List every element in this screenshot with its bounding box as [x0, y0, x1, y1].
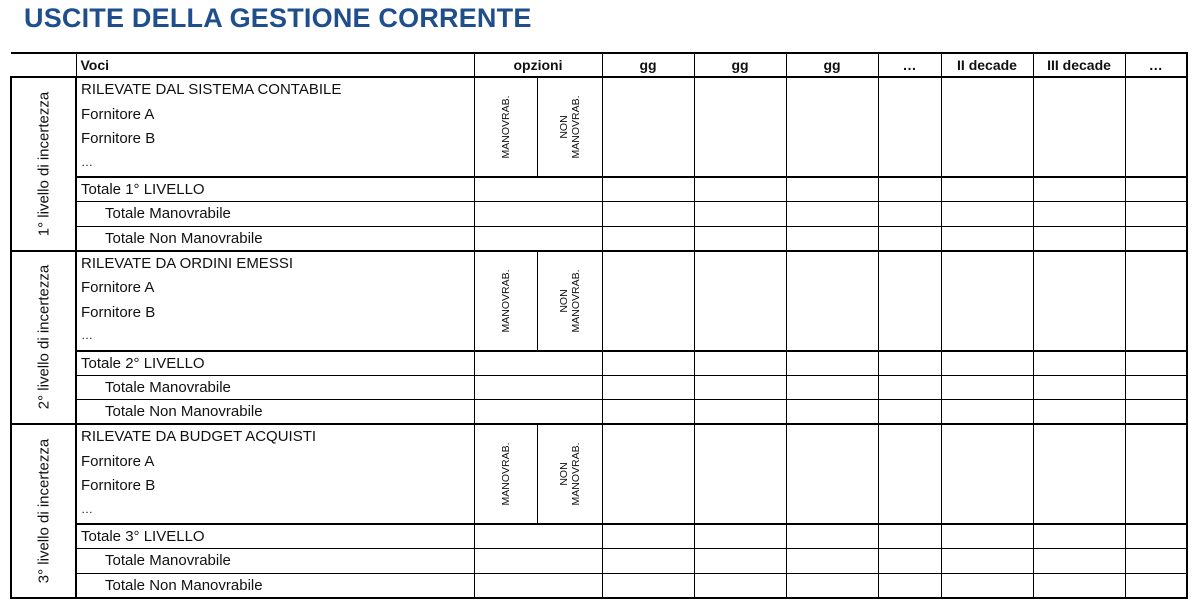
header-col-ellipsis-2: …: [1125, 53, 1187, 77]
option-non-manovrab-text: NON MANOVRAB.: [557, 95, 582, 159]
empty-cell: [474, 549, 602, 574]
empty-cell: [941, 375, 1033, 400]
list-item: …: [81, 328, 93, 342]
empty-cell: [878, 524, 941, 549]
empty-cell: [474, 226, 602, 251]
option-non-manovrab: [537, 424, 602, 524]
level-1-main-row: [11, 77, 1187, 177]
level-1-label: [11, 77, 76, 251]
option-manovrab-text: MANOVRAB.: [499, 95, 512, 159]
level-3-main-row: [11, 424, 1187, 524]
header-col-gg-3: gg: [786, 53, 878, 77]
empty-cell: [1033, 226, 1125, 251]
empty-cell: [878, 251, 941, 351]
list-item: Fornitore A: [81, 452, 155, 470]
list-item: …: [81, 501, 93, 516]
level-3-manovrabile-row: [11, 549, 1187, 574]
empty-cell: [602, 375, 694, 400]
empty-cell: [602, 351, 694, 376]
empty-cell: [602, 400, 694, 425]
empty-cell: [941, 177, 1033, 202]
empty-cell: [1033, 177, 1125, 202]
empty-cell: [786, 549, 878, 574]
empty-cell: [1125, 202, 1187, 227]
empty-cell: [878, 202, 941, 227]
level-3-label: [11, 424, 76, 598]
empty-cell: [941, 524, 1033, 549]
option-manovrab: [474, 424, 537, 524]
empty-cell: [694, 177, 786, 202]
empty-cell: [694, 226, 786, 251]
empty-cell: [694, 573, 786, 598]
empty-cell: [602, 202, 694, 227]
empty-cell: [941, 351, 1033, 376]
empty-cell: [786, 524, 878, 549]
level-3-total-row-label: Totale 3° LIVELLO: [76, 524, 474, 549]
list-item: Fornitore B: [81, 130, 156, 147]
header-col-gg-1: gg: [602, 53, 694, 77]
empty-cell: [694, 549, 786, 574]
empty-cell: [878, 424, 941, 524]
list-item: Fornitore B: [81, 303, 156, 321]
empty-cell: [1125, 549, 1187, 574]
empty-cell: [786, 573, 878, 598]
empty-cell: [1033, 375, 1125, 400]
list-item: Fornitore A: [81, 279, 155, 296]
empty-cell: [694, 424, 786, 524]
option-manovrab: [474, 77, 537, 177]
empty-cell: [1125, 77, 1187, 177]
empty-cell: [474, 400, 602, 425]
empty-cell: [786, 351, 878, 376]
level-2-manovrabile-row-label: Totale Manovrabile: [76, 375, 474, 400]
empty-cell: [1033, 202, 1125, 227]
empty-cell: [786, 202, 878, 227]
empty-cell: [474, 351, 602, 376]
empty-cell: [1125, 177, 1187, 202]
empty-cell: [941, 251, 1033, 351]
empty-cell: [1125, 524, 1187, 549]
empty-cell: [694, 351, 786, 376]
empty-cell: [602, 549, 694, 574]
level-1-manovrabile-row-label: Totale Manovrabile: [76, 202, 474, 227]
empty-cell: [474, 524, 602, 549]
level-1-manovrabile-row: [11, 202, 1187, 227]
empty-cell: [474, 375, 602, 400]
level-2-total-row-label: Totale 2° LIVELLO: [76, 351, 474, 376]
empty-cell: [786, 177, 878, 202]
section-heading: RILEVATE DAL SISTEMA CONTABILE: [81, 81, 342, 98]
option-manovrab: [474, 251, 537, 351]
header-col-iii-decade: III decade: [1033, 53, 1125, 77]
empty-cell: [1033, 424, 1125, 524]
blank-corner: [11, 53, 76, 77]
empty-cell: [602, 251, 694, 351]
level-2-non-manovrabile-row-label: Totale Non Manovrabile: [76, 400, 474, 425]
empty-cell: [878, 375, 941, 400]
empty-cell: [786, 251, 878, 351]
level-1-non-manovrabile-row-label: Totale Non Manovrabile: [76, 226, 474, 251]
empty-cell: [878, 351, 941, 376]
empty-cell: [694, 524, 786, 549]
empty-cell: [941, 424, 1033, 524]
empty-cell: [602, 226, 694, 251]
empty-cell: [786, 400, 878, 425]
option-non-manovrab: [537, 251, 602, 351]
empty-cell: [1125, 400, 1187, 425]
empty-cell: [786, 375, 878, 400]
empty-cell: [1033, 251, 1125, 351]
level-label-text: 3° livello di incertezza: [35, 438, 52, 583]
level-2-non-manovrabile-row: [11, 400, 1187, 425]
empty-cell: [1125, 424, 1187, 524]
empty-cell: [602, 573, 694, 598]
level-2-total-row: [11, 351, 1187, 376]
empty-cell: [694, 77, 786, 177]
empty-cell: [786, 77, 878, 177]
empty-cell: [694, 400, 786, 425]
level-2-manovrabile-row: [11, 375, 1187, 400]
level-1-total-row-label: Totale 1° LIVELLO: [76, 177, 474, 202]
empty-cell: [1125, 226, 1187, 251]
level-3-total-row: [11, 524, 1187, 549]
empty-cell: [1125, 573, 1187, 598]
level-3-non-manovrabile-row-label: Totale Non Manovrabile: [76, 573, 474, 598]
level-2-label: [11, 251, 76, 425]
level-3-non-manovrabile-row: [11, 573, 1187, 598]
empty-cell: [941, 77, 1033, 177]
empty-cell: [878, 549, 941, 574]
list-item: …: [81, 154, 93, 169]
level-3-manovrabile-row-label: Totale Manovrabile: [76, 549, 474, 574]
level-1-total-row: [11, 177, 1187, 202]
level-1-items: [76, 77, 474, 177]
empty-cell: [878, 573, 941, 598]
option-manovrab-text: MANOVRAB.: [499, 442, 512, 506]
option-non-manovrab-text: NON MANOVRAB.: [557, 268, 582, 333]
empty-cell: [474, 573, 602, 598]
empty-cell: [878, 177, 941, 202]
empty-cell: [878, 226, 941, 251]
empty-cell: [1033, 549, 1125, 574]
empty-cell: [1033, 77, 1125, 177]
header-col-gg-2: gg: [694, 53, 786, 77]
page-title: USCITE DELLA GESTIONE CORRENTE: [24, 3, 532, 33]
empty-cell: [1033, 351, 1125, 376]
empty-cell: [786, 226, 878, 251]
header-col-ii-decade: II decade: [941, 53, 1033, 77]
empty-cell: [602, 424, 694, 524]
empty-cell: [878, 77, 941, 177]
empty-cell: [694, 251, 786, 351]
empty-cell: [602, 177, 694, 202]
empty-cell: [941, 226, 1033, 251]
header-row: [11, 53, 1187, 77]
empty-cell: [1033, 524, 1125, 549]
empty-cell: [1033, 400, 1125, 425]
level-3-items: [76, 424, 474, 524]
empty-cell: [786, 424, 878, 524]
section-heading: RILEVATE DA BUDGET ACQUISTI: [81, 428, 317, 445]
empty-cell: [941, 400, 1033, 425]
empty-cell: [474, 202, 602, 227]
level-label-text: 2° livello di incertezza: [35, 265, 52, 410]
level-label-text: 1° livello di incertezza: [35, 91, 52, 236]
option-non-manovrab: [537, 77, 602, 177]
header-opzioni: opzioni: [474, 53, 602, 77]
empty-cell: [878, 400, 941, 425]
empty-cell: [694, 202, 786, 227]
list-item: Fornitore B: [81, 477, 156, 494]
uscite-table: [10, 52, 1188, 599]
empty-cell: [1125, 375, 1187, 400]
empty-cell: [1033, 573, 1125, 598]
header-voci: Voci: [76, 53, 474, 77]
header-col-ellipsis-1: …: [878, 53, 941, 77]
empty-cell: [941, 549, 1033, 574]
empty-cell: [474, 177, 602, 202]
level-1-non-manovrabile-row: [11, 226, 1187, 251]
level-2-main-row: [11, 251, 1187, 351]
empty-cell: [694, 375, 786, 400]
empty-cell: [1125, 351, 1187, 376]
empty-cell: [602, 77, 694, 177]
option-non-manovrab-text: NON MANOVRAB.: [557, 442, 582, 506]
empty-cell: [941, 573, 1033, 598]
option-manovrab-text: MANOVRAB.: [499, 268, 512, 333]
empty-cell: [941, 202, 1033, 227]
empty-cell: [1125, 251, 1187, 351]
list-item: Fornitore A: [81, 105, 155, 123]
level-2-items: [76, 251, 474, 351]
section-heading: RILEVATE DA ORDINI EMESSI: [81, 254, 293, 272]
empty-cell: [602, 524, 694, 549]
